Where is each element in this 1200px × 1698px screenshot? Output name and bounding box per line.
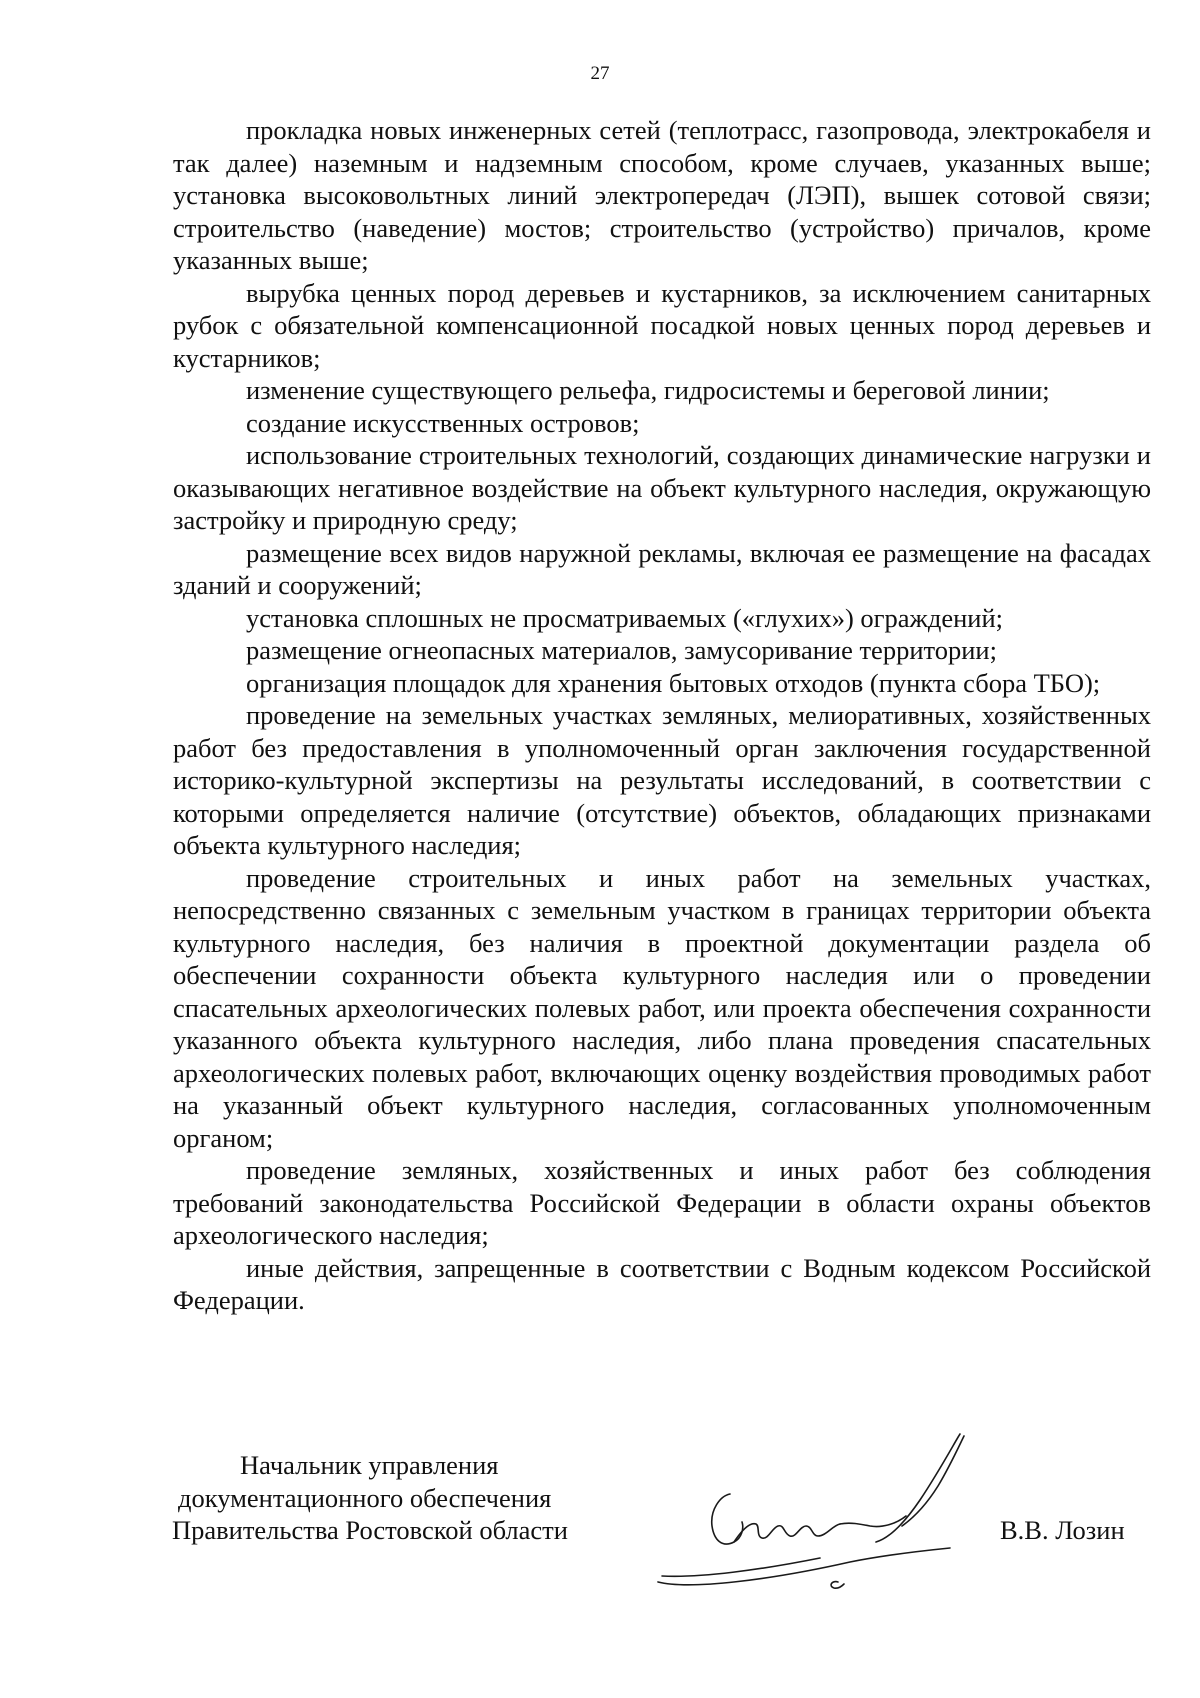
signer-name: В.В. Лозин [1000,1515,1125,1545]
paragraph: вырубка ценных пород деревьев и кустарников, за исключением санитарных рубок с обязательной компенсационной посадкой новых ценных пород деревьев и кустарников; [173,277,1151,373]
page-number: 27 [590,63,610,84]
paragraph: размещение всех видов наружной рекламы, включая ее размещение на фасадах зданий и сооружений; [173,537,1151,600]
paragraph: организация площадок для хранения бытовых отходов (пункта сбора ТБО); [246,667,1101,698]
handwritten-signature [650,1430,990,1595]
signatory-position-line: документационного обеспечения [178,1482,552,1513]
signatory-position-line: Начальник управления [240,1450,499,1480]
paragraph: изменение существующего рельефа, гидросистемы и береговой линии; [246,375,1050,405]
paragraph: иные действия, запрещенные в соответствии с Водным кодексом Российской Федерации. [173,1252,1151,1315]
paragraph: размещение огнеопасных материалов, замусоривание территории; [246,635,997,665]
paragraph: установка сплошных не просматриваемых («глухих») ограждений; [246,602,1004,633]
paragraph: проведение на земельных участках земляных, мелиоративных, хозяйственных работ без предоставления в уполномоченный орган заключения государственной историко-культурной экспертизы на результаты исследований, в соответствии с которыми определяется наличие (отсутствие) объектов, обладающих признаками объекта культурного наследия; [173,700,1151,860]
signatory-position [172,1449,612,1547]
paragraph: прокладка новых инженерных сетей (теплотрасс, газопровода, электрокабеля и так далее) наземным и надземным способом, кроме случаев, указанных выше; установка высоковольтных линий электропередач (ЛЭП), вышек сотовой связи; строительство (наведение) мостов; строительство (устройство) причалов, кроме указанных выше; [173,115,1151,275]
paragraph: проведение строительных и иных работ на земельных участках, непосредственно связанных с земельным участком в границах территории объекта культурного наследия, без наличия в проектной документации раздела об обеспечении сохранности объекта культурного наследия или о проведении спасательных археологических полевых работ, или проекта обеспечения сохранности указанного объекта культурного наследия, либо плана проведения спасательных археологических полевых работ, включающих оценку воздействия проводимых работ на указанный объект культурного наследия, согласованных уполномоченным органом; [173,862,1151,1153]
paragraph: создание искусственных островов; [246,407,640,438]
document-body [173,114,1151,1317]
paragraph: использование строительных технологий, создающих динамические нагрузки и оказывающих негативное воздействие на объект культурного наследия, окружающую застройку и природную среду; [173,440,1151,535]
paragraph: проведение земляных, хозяйственных и иных работ без соблюдения требований законодательства Российской Федерации в области охраны объектов археологического наследия; [173,1155,1151,1250]
signatory-position-line: Правительства Ростовской области [172,1515,568,1545]
